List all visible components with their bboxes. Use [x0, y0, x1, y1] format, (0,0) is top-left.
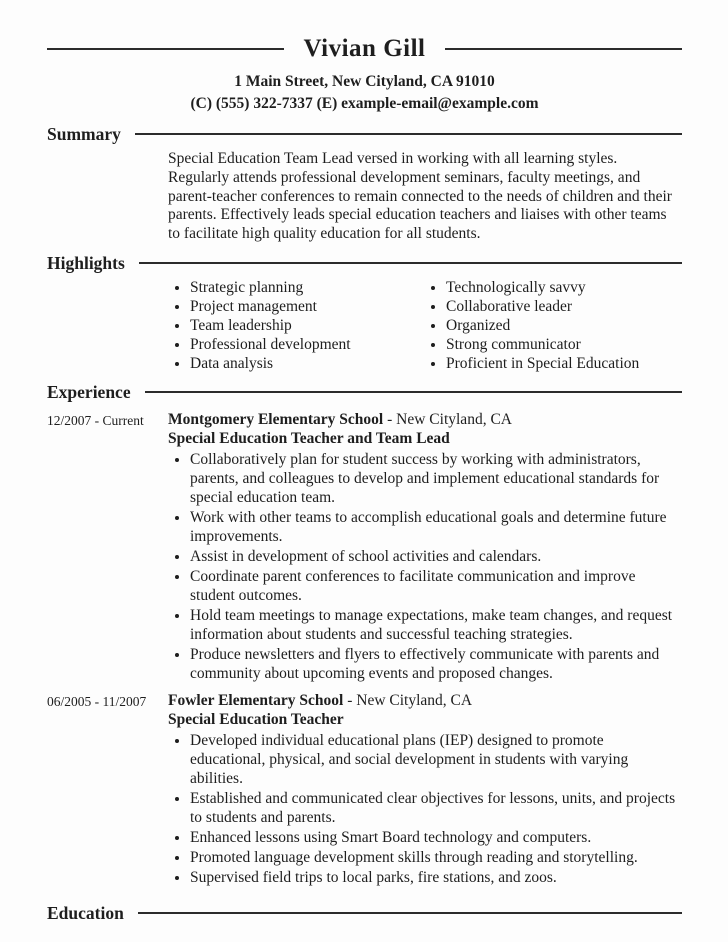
job-bullet: • Supervised field trips to local parks, fire stations, and zoos.: [190, 868, 682, 887]
highlights-column-left: [168, 278, 424, 373]
job-body: [168, 691, 682, 888]
summary-heading: Summary: [47, 124, 121, 144]
highlight-item: • Collaborative leader: [446, 297, 682, 316]
highlights-header: [47, 253, 682, 274]
summary-header: [47, 124, 682, 145]
contact-address: 1 Main Street, New Cityland, CA 91010: [234, 73, 495, 90]
job-bullet: • Collaboratively plan for student success by working with administrators, parents, and colleagues to develop and implement educational standards for special education team.: [190, 450, 682, 507]
job-bullet: • Developed individual educational plans (IEP) designed to promote educational, physical, and social development in students with varying abilities.: [190, 731, 682, 788]
job-title: Special Education Teacher and Team Lead: [168, 429, 450, 447]
education-header: [47, 903, 682, 924]
job-bullet-list: [168, 731, 682, 887]
job-bullet: • Coordinate parent conferences to facilitate communication and improve student outcomes.: [190, 567, 682, 605]
job-bullet: • Work with other teams to accomplish educational goals and determine future improvements.: [190, 508, 682, 546]
job-bullet: • Hold team meetings to manage expectations, make team changes, and request information about students and successful teaching strategies.: [190, 606, 682, 644]
job-montgomery: [47, 410, 682, 684]
job-dates: 12/2007 - Current: [47, 412, 144, 428]
highlight-item: • Organized: [446, 316, 682, 335]
highlight-item: • Technologically savvy: [446, 278, 682, 297]
section-summary: [47, 124, 682, 244]
highlight-item: • Team leadership: [190, 316, 424, 335]
highlights-rule: [139, 262, 682, 264]
job-employer-line: [168, 410, 682, 429]
name-rule-left: [47, 48, 284, 50]
experience-rule: [145, 391, 682, 393]
job-location: - New Cityland, CA: [383, 410, 512, 428]
highlight-item: • Data analysis: [190, 354, 424, 373]
job-fowler: [47, 691, 682, 888]
job-employer: Fowler Elementary School: [168, 691, 344, 709]
highlight-item: • Professional development: [190, 335, 424, 354]
contact-block: [47, 71, 682, 115]
highlights-column-right: [424, 278, 682, 373]
job-body: [168, 410, 682, 684]
education-heading: Education: [47, 902, 124, 923]
job-dates: 06/2005 - 11/2007: [47, 693, 147, 709]
contact-phone-email: (C) (555) 322-7337 (E) example-email@example.com: [190, 95, 539, 112]
job-bullet: • Promoted language development skills through reading and storytelling.: [190, 848, 682, 867]
job-bullet: • Established and communicated clear objectives for lessons, units, and projects to students and parents.: [190, 789, 682, 827]
job-bullet: • Enhanced lessons using Smart Board technology and computers.: [190, 828, 682, 847]
highlight-item: • Proficient in Special Education: [446, 354, 682, 373]
section-education: [47, 903, 682, 924]
experience-header: [47, 382, 682, 403]
job-bullet-list: [168, 450, 682, 683]
job-location: - New Cityland, CA: [343, 691, 473, 709]
summary-rule: [135, 133, 682, 135]
job-bullet: • Assist in development of school activities and calendars.: [190, 547, 682, 566]
education-rule: [138, 912, 682, 914]
job-employer-line: [168, 691, 682, 710]
highlight-item: • Project management: [190, 297, 424, 316]
section-experience: [47, 382, 682, 888]
page-title: Vivian Gill: [303, 35, 426, 62]
name-rule-right: [445, 48, 682, 50]
section-highlights: [47, 253, 682, 373]
job-title: Special Education Teacher: [168, 710, 344, 728]
highlights-columns: [168, 278, 682, 373]
summary-text: Special Education Team Lead versed in working with all learning styles. Regularly attends professional development seminars, faculty meetings, and parent-teacher conferences to remain connected to the needs of children and their parents. Effectively leads special education teachers and liaises with other teams to facilitate high quality education for all students.: [168, 150, 672, 243]
job-employer: Montgomery Elementary School: [168, 410, 384, 428]
highlight-item: • Strategic planning: [190, 278, 424, 297]
experience-heading: Experience: [47, 381, 131, 402]
job-bullet: • Produce newsletters and flyers to effectively communicate with parents and community about upcoming events and proposed changes.: [190, 645, 682, 683]
highlights-heading: Highlights: [47, 252, 125, 273]
header: [47, 34, 682, 64]
highlight-item: • Strong communicator: [446, 335, 682, 354]
